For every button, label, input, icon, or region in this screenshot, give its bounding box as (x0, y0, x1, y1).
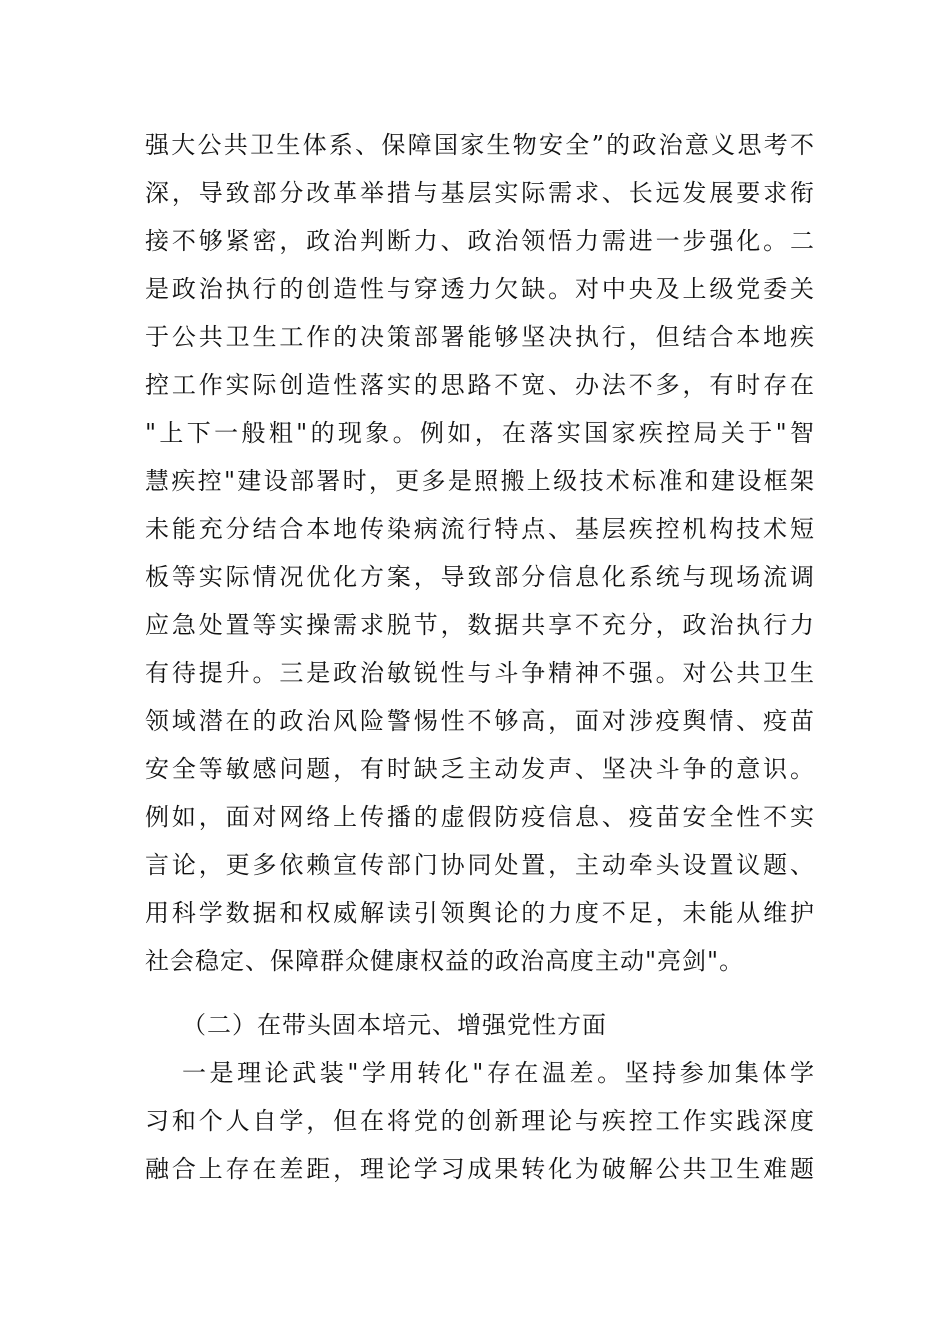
text-line: 融合上存在差距，理论学习成果转化为破解公共卫生难题 (145, 1155, 815, 1183)
section-party-spirit (145, 1001, 815, 1193)
paragraph-political-execution (145, 121, 815, 985)
text-line: 例如，面对网络上传播的虚假防疫信息、疫苗安全性不实 (145, 803, 815, 831)
text-line: 接不够紧密，政治判断力、政治领悟力需进一步强化。二 (145, 227, 815, 255)
text-line: 于公共卫生工作的决策部署能够坚决执行，但结合本地疾 (145, 323, 815, 351)
text-line: 深，导致部分改革举措与基层实际需求、长远发展要求衔 (145, 179, 815, 207)
text-line: "上下一般粗"的现象。例如，在落实国家疾控局关于"智 (145, 419, 815, 447)
text-line: 领域潜在的政治风险警惕性不够高，面对涉疫舆情、疫苗 (145, 707, 815, 735)
text-line: 未能充分结合本地传染病流行特点、基层疾控机构技术短 (145, 515, 815, 543)
text-line: 社会稳定、保障群众健康权益的政治高度主动"亮剑"。 (145, 947, 745, 975)
section-heading: （二）在带头固本培元、增强党性方面 (182, 1011, 607, 1039)
text-line: 言论，更多依赖宣传部门协同处置，主动牵头设置议题、 (145, 851, 815, 879)
text-line: 安全等敏感问题，有时缺乏主动发声、坚决斗争的意识。 (145, 755, 815, 783)
text-line: 是政治执行的创造性与穿透力欠缺。对中央及上级党委关 (145, 275, 815, 303)
text-line: 用科学数据和权威解读引领舆论的力度不足，未能从维护 (145, 899, 815, 927)
text-line: 一是理论武装"学用转化"存在温差。坚持参加集体学 (182, 1059, 815, 1087)
text-line: 有待提升。三是政治敏锐性与斗争精神不强。对公共卫生 (145, 659, 815, 687)
text-line: 慧疾控"建设部署时，更多是照搬上级技术标准和建设框架 (145, 467, 815, 495)
text-line: 应急处置等实操需求脱节，数据共享不充分，政治执行力 (145, 611, 815, 639)
text-line: 板等实际情况优化方案，导致部分信息化系统与现场流调 (145, 563, 815, 591)
text-line: 控工作实际创造性落实的思路不宽、办法不多，有时存在 (145, 371, 815, 399)
text-line: 强大公共卫生体系、保障国家生物安全”的政治意义思考不 (145, 131, 815, 159)
text-line: 习和个人自学，但在将党的创新理论与疾控工作实践深度 (145, 1107, 815, 1135)
